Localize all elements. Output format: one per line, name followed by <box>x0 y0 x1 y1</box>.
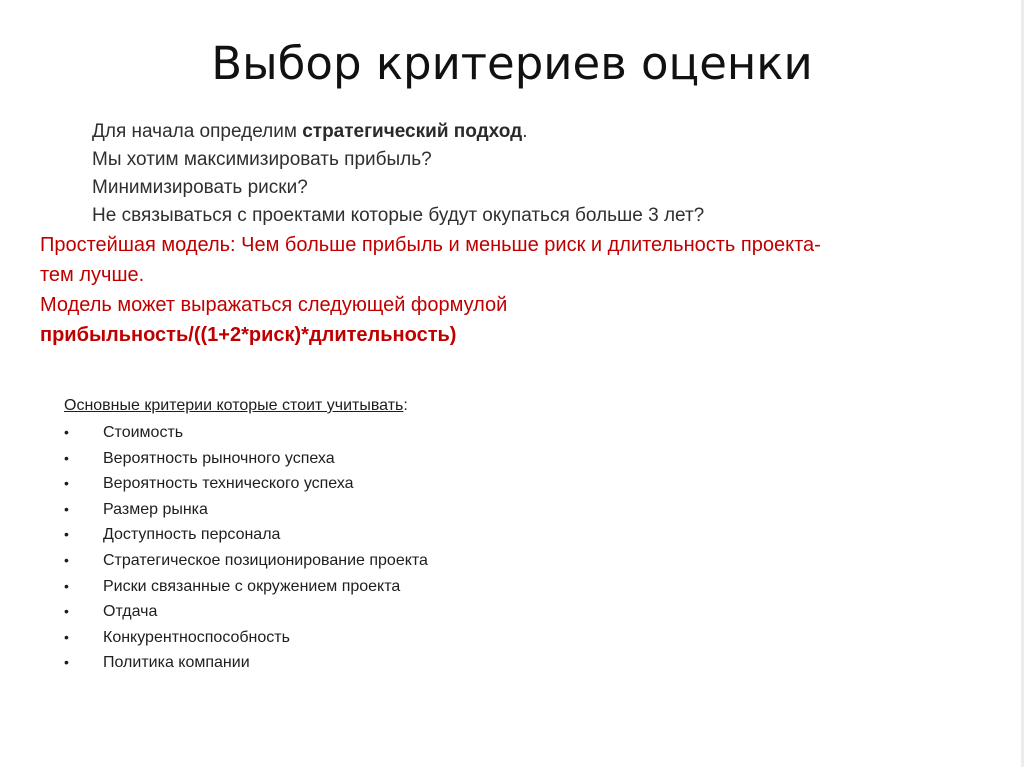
bullet-icon: • <box>64 526 69 543</box>
bullet-icon: • <box>64 603 69 620</box>
intro-block <box>92 118 992 230</box>
strategic-approach-emphasis: стратегический подход <box>302 121 523 142</box>
bullet-icon: • <box>64 424 69 440</box>
list-item <box>64 497 764 523</box>
bullet-icon: • <box>64 628 69 645</box>
intro-line-2: Мы хотим максимизировать прибыль? <box>92 149 432 170</box>
list-item <box>64 471 764 497</box>
list-item-text: Риски связанные с окружением проекта <box>103 577 401 595</box>
list-item-text: Политика компании <box>103 654 250 672</box>
list-item <box>64 420 764 446</box>
list-item <box>64 446 764 472</box>
list-item <box>64 650 764 676</box>
list-item-text: Вероятность технического успеха <box>103 475 354 493</box>
criteria-list <box>64 420 764 676</box>
model-line-1: Простейшая модель: Чем больше прибыль и меньше риск и длительность проекта- <box>40 234 821 256</box>
bullet-icon: • <box>64 654 69 671</box>
bullet-icon: • <box>64 500 69 517</box>
list-item-text: Доступность персонала <box>103 526 281 544</box>
bullet-icon: • <box>64 449 69 466</box>
list-item-text: Вероятность рыночного успеха <box>103 449 335 467</box>
list-item-text: Стоимость <box>103 424 184 441</box>
model-formula: прибыльность/((1+2*риск)*длительность) <box>40 324 457 346</box>
model-line-3: Модель может выражаться следующей формулой <box>40 294 508 316</box>
intro-line-1-period: . <box>522 121 528 142</box>
intro-line-4: Не связываться с проектами которые будут окупаться больше 3 лет? <box>92 205 705 226</box>
list-item-text: Конкурентноспособность <box>103 628 290 646</box>
list-item <box>64 599 764 625</box>
list-item-text: Стратегическое позиционирование проекта <box>103 551 428 569</box>
list-item-text: Размер рынка <box>103 500 208 518</box>
list-item-text: Отдача <box>103 603 158 621</box>
criteria-heading <box>64 394 764 420</box>
slide-title: Выбор критериев оценки <box>211 37 813 90</box>
criteria-section <box>64 394 764 676</box>
list-item <box>64 548 764 574</box>
intro-line-1 <box>92 118 992 146</box>
model-block <box>40 230 980 350</box>
bullet-icon: • <box>64 551 69 568</box>
list-item <box>64 625 764 651</box>
intro-line-1-text: Для начала определим <box>92 121 303 142</box>
bullet-icon: • <box>64 577 69 594</box>
criteria-heading-colon: : <box>403 397 408 414</box>
list-item <box>64 574 764 600</box>
bullet-icon: • <box>64 475 69 492</box>
criteria-heading-text: Основные критерии которые стоит учитывать <box>64 397 404 414</box>
list-item <box>64 522 764 548</box>
intro-line-3: Минимизировать риски? <box>92 177 308 198</box>
model-line-2: тем лучше. <box>40 264 145 286</box>
